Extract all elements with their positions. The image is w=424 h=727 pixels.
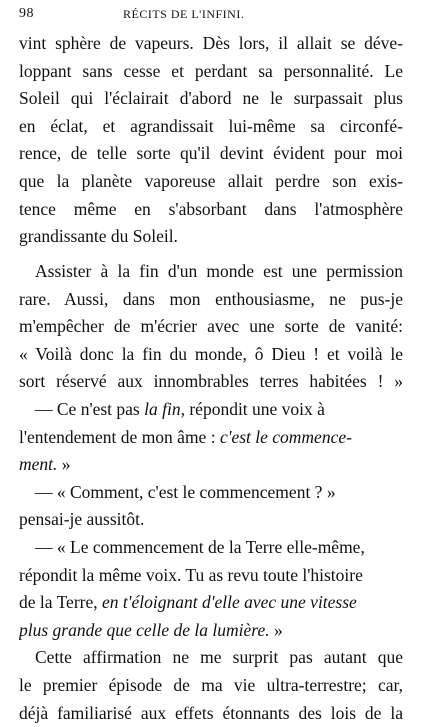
text-line (19, 617, 403, 645)
text-run: de la Terre, (19, 592, 102, 612)
text-line: grandissante du Soleil. (19, 223, 403, 251)
text-run: l'entendement de mon âme : (19, 427, 220, 447)
page-number: 98 (19, 6, 34, 22)
text-line: Cette affirmation ne me surprit pas autant que (19, 644, 403, 672)
text-run: répondit une voix à (185, 399, 325, 419)
text-line: loppant sans cesse et perdant sa personnalité. Le (19, 58, 403, 86)
text-line: en éclat, et agrandissait lui-même sa circonfé- (19, 113, 403, 141)
text-run: — Ce n'est pas (35, 399, 144, 419)
text-line: Assister à la fin d'un monde est une permission (19, 258, 403, 286)
text-run: » (57, 454, 70, 474)
text-line: — « Le commencement de la Terre elle-même, (19, 534, 403, 562)
text-line: rence, de telle sorte qu'il devint évident pour moi (19, 140, 403, 168)
text-line: m'empêcher de m'écrier avec une sorte de vanité: (19, 313, 403, 341)
italic-run: la fin, (144, 399, 185, 419)
text-line: sort réservé aux innombrables terres habitées ! » (19, 368, 403, 396)
text-line (19, 589, 403, 617)
text-line: Soleil qui l'éclairait d'abord ne le surpassait plus (19, 85, 403, 113)
text-run: » (270, 620, 283, 640)
running-title: RÉCITS DE L'INFINI. (123, 7, 244, 22)
page-header (19, 6, 414, 24)
italic-run: ment. (19, 454, 57, 474)
text-line: pensai-je aussitôt. (19, 506, 403, 534)
italic-run: c'est le commence- (220, 427, 352, 447)
text-line: — « Comment, c'est le commencement ? » (19, 479, 403, 507)
text-line: tence même en s'absorbant dans l'atmosphère (19, 196, 403, 224)
text-line (19, 424, 403, 452)
paragraph-2 (19, 258, 403, 727)
text-line: déjà familiarisé aux effets étonnants des lois de la (19, 700, 403, 727)
text-line (19, 396, 403, 424)
text-line: que la planète vaporeuse allait perdre son exis- (19, 168, 403, 196)
text-line: rare. Aussi, dans mon enthousiasme, ne pus-je (19, 286, 403, 314)
text-line: le premier épisode de ma vie ultra-terrestre; car, (19, 672, 403, 700)
text-line: « Voilà donc la fin du monde, ô Dieu ! et voilà le (19, 341, 403, 369)
text-line (19, 451, 403, 479)
italic-run: plus grande que celle de la lumière. (19, 620, 270, 640)
text-line: vint sphère de vapeurs. Dès lors, il allait se déve- (19, 30, 403, 58)
paragraph-1 (19, 30, 403, 251)
text-line: répondit la même voix. Tu as revu toute l'histoire (19, 562, 403, 590)
italic-run: en t'éloignant d'elle avec une vitesse (102, 592, 357, 612)
